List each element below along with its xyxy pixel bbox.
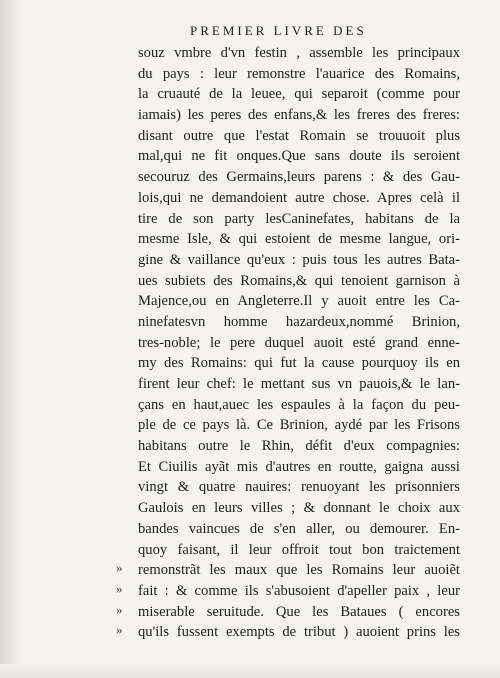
text-line: çans en haut,auec les espaules à la façon du peu- [138,396,460,413]
text-line: Majence,ou en Angleterre.Il y auoit entre les Ca- [138,293,460,310]
text-line: habitans outre le Rhin, défit d'eux compagnies: [138,438,460,455]
text-line: Gaulois en leurs villes ; & donnant le choix aux [138,500,460,517]
text-line: miserable seruitude. Que les Bataues ( encores [138,603,460,620]
text-line: vingt & quatre nauires: renuoyant les prisonniers [138,479,460,496]
margin-quote-mark: » [116,601,123,617]
text-block [116,43,460,643]
text-line: ple de ce pays là. Ce Brinion, aydé par les Frisons [138,417,460,434]
text-line: mesme Isle, & qui estoient de mesme langue, ori- [138,231,460,248]
text-line: remonstrãt les maux que les Romains leur auoiẽt [138,562,460,579]
text-line: Et Ciuilis ayãt mis d'autres en routte, gaigna aussi [138,458,460,475]
text-line: tire de son party lesCaninefates, habitans de la [138,210,460,227]
page-bottom-shadow [0,664,500,678]
text-line: la cruauté de la leuee, qui separoit (comme pour [138,86,460,103]
running-head: PREMIER LIVRE DES [190,23,367,38]
text-line: my des Romains: qui fut la cause pourquoy ils en [138,355,460,372]
margin-quote-mark: » [116,622,123,638]
text-line: souz vmbre d'vn festin , assemble les principaux [138,45,460,61]
text-line: tres-noble; le pere duquel auoit esté grand enne- [138,334,460,351]
text-line: ues subiets des Romains,& qui tenoient garnison à [138,272,460,289]
margin-quote-mark: » [116,560,123,576]
page-edge-shadow [0,0,22,678]
text-line: gine & vaillance qu'eux : puis tous les autres Bata- [138,251,460,268]
text-line: secouruz des Germains,leurs parens : & des Gau- [138,169,460,186]
text-line: disant outre que l'estat Romain se trouuoit plus [138,127,460,144]
text-line: bandes vaincues de s'en aller, ou demourer. En- [138,520,460,537]
text-line: firent leur chef: le mettant sus vn pauois,& le lan- [138,376,460,392]
text-line: du pays : leur remonstre l'auarice des Romains, [138,65,460,82]
text-line: fait : & comme ils s'abusoient d'apeller paix , leur [138,582,460,599]
text-line: ninefatesvn homme hazardeux,nommé Brinion, [138,313,460,330]
text-line: mal,qui ne fit onques.Que sans doute ils seroient [138,148,460,165]
margin-quote-mark: » [116,580,123,596]
text-line: iamais) les peres des enfans,& les freres des freres: [138,107,460,124]
text-line: quoy faisant, il leur offroit tout bon traictement [138,541,460,558]
text-line: qu'ils fussent exempts de tribut ) auoient prins les [138,624,460,641]
text-line: lois,qui ne demandoient autre chose. Apres celà il [138,189,460,206]
